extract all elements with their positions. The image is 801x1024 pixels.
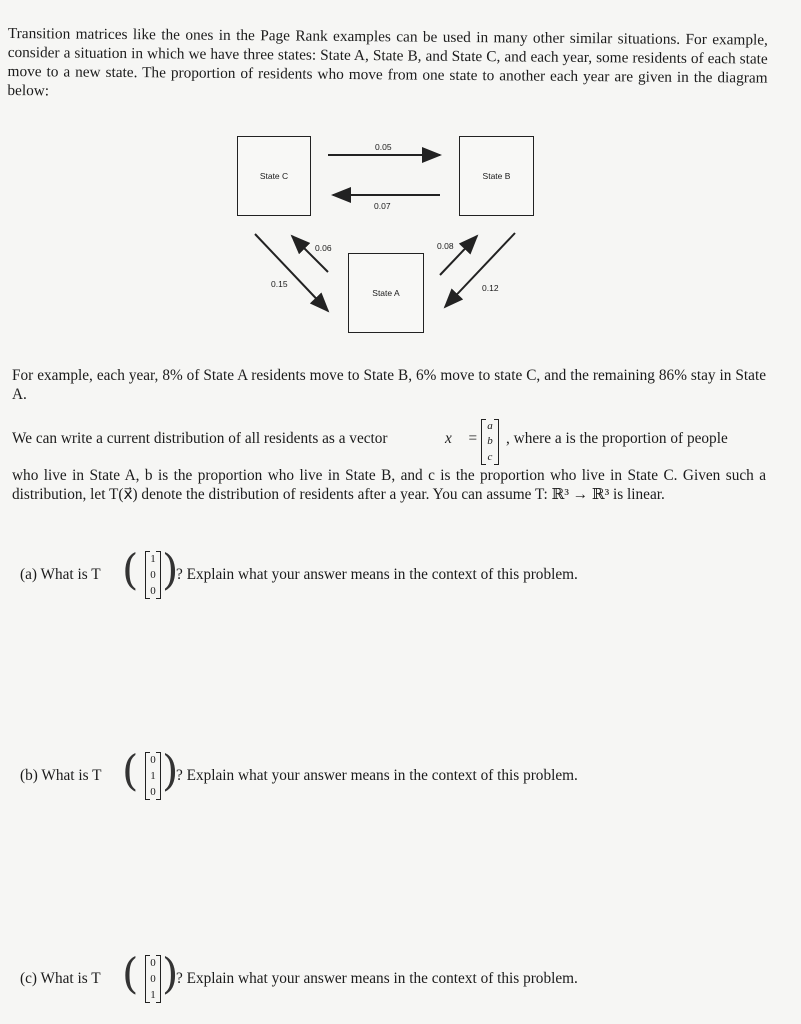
vector-x-matrix <box>481 419 499 465</box>
arrow-a-to-c <box>292 236 328 272</box>
state-a-box <box>348 253 424 333</box>
rate-b-to-c: 0.07 <box>374 201 391 211</box>
question-c-label: (c) What is T <box>20 970 101 987</box>
question-a-entry-1: 1 <box>150 552 156 565</box>
example-paragraph: For example, each year, 8% of State A residents move to State B, 6% move to state C, and the remaining 86% stay in State A. <box>12 367 766 403</box>
vector-entry-c: c <box>487 450 493 463</box>
question-b-entry-2: 1 <box>150 769 156 782</box>
rate-a-to-b: 0.08 <box>437 241 454 251</box>
question-c-paren-left: ( <box>122 949 139 998</box>
question-c-vector <box>145 955 161 1003</box>
vector-sentence-after: , where a is the proportion of people <box>506 430 728 447</box>
state-c-label: State C <box>259 171 289 181</box>
question-b-vector <box>145 752 161 800</box>
rate-b-to-a: 0.12 <box>482 283 499 293</box>
question-a-label: (a) What is T <box>20 566 101 583</box>
question-c-entry-3: 1 <box>150 988 156 1001</box>
state-c-box <box>237 136 311 216</box>
question-a-entry-2: 0 <box>150 568 156 581</box>
state-a-label: State A <box>372 288 400 298</box>
question-b-entry-1: 0 <box>150 753 156 766</box>
vector-sentence-before: We can write a current distribution of all residents as a vector <box>12 430 388 447</box>
question-b-suffix: ? Explain what your answer means in the context of this problem. <box>176 767 578 784</box>
question-a-vector <box>145 551 161 599</box>
vector-entry-a: a <box>487 420 493 433</box>
state-b-label: State B <box>482 171 511 181</box>
rate-c-to-b: 0.05 <box>375 142 392 152</box>
question-b-label: (b) What is T <box>20 767 102 784</box>
vector-entry-b: b <box>487 435 493 448</box>
question-a-paren-right: ) <box>162 545 179 594</box>
intro-paragraph: Transition matrices like the ones in the Page Rank examples can be used in many other similar situations. For example, consider a situation in which we have three states: State A, State B, and State C, and each year, some residents of each state move to a new state. The proportion of residents who move from one state to another each year are given in the diagram below: <box>7 24 768 100</box>
question-c-entry-1: 0 <box>150 956 156 969</box>
state-b-box <box>459 136 534 216</box>
distribution-paragraph: who live in State A, b is the proportion who live in State B, and c is the proportion who live in State C. Given such a distribution, let T(x⃗) denote the distribution of residents after a year. You can assume T: ℝ³ → ℝ³ is linear. <box>12 467 766 503</box>
question-b-entry-3: 0 <box>150 785 156 798</box>
question-c-entry-2: 0 <box>150 972 156 985</box>
rate-c-to-a: 0.15 <box>271 279 288 289</box>
question-c-suffix: ? Explain what your answer means in the context of this problem. <box>176 970 578 987</box>
question-a-paren-left: ( <box>122 545 139 594</box>
question-a-entry-3: 0 <box>150 584 156 597</box>
vector-var: x⃗ = <box>445 430 478 447</box>
rate-a-to-c: 0.06 <box>315 243 332 253</box>
question-b-paren-right: ) <box>162 746 179 795</box>
question-b-paren-left: ( <box>122 746 139 795</box>
arrow-b-to-a <box>445 233 515 307</box>
question-c-paren-right: ) <box>162 949 179 998</box>
question-a-suffix: ? Explain what your answer means in the context of this problem. <box>176 566 578 583</box>
